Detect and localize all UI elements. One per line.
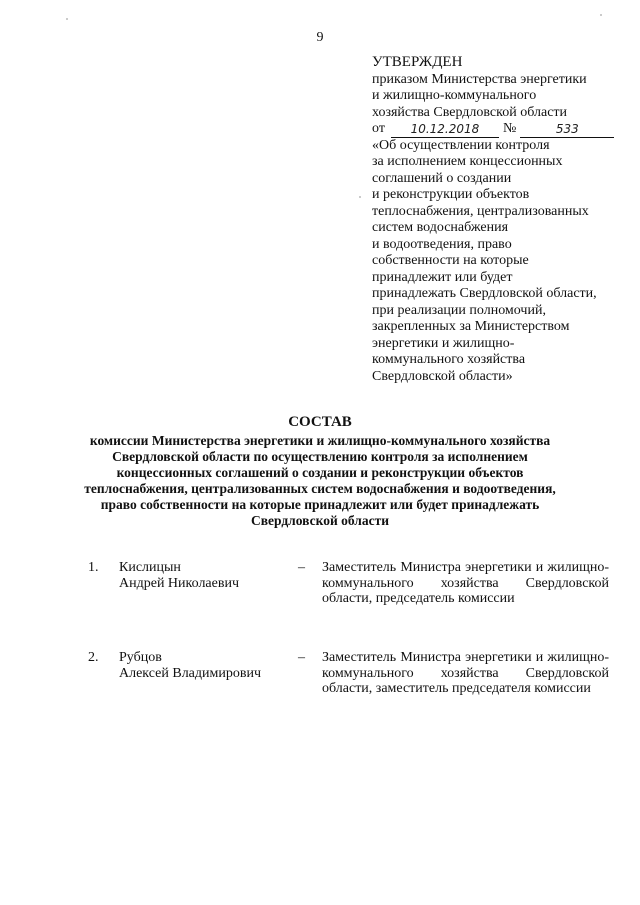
composition-subtitle-line: Свердловской области <box>250 513 390 528</box>
subject-line: «Об осуществлении контроля <box>372 137 550 153</box>
member-role: Заместитель Министра энергетики и жилищно-коммунального хозяйства Свердловской области, заместитель председателя комиссии <box>322 650 609 696</box>
composition-subtitle-line: право собственности на которые принадлежит или будет принадлежать <box>100 497 540 512</box>
member-name <box>119 560 299 591</box>
composition-subtitle-line: концессионных соглашений о создании и реконструкции объектов <box>116 465 524 480</box>
number-prefix: № <box>502 121 517 136</box>
scan-artifact <box>359 196 361 198</box>
scan-artifact <box>600 14 602 16</box>
member-given-names: Алексей Владимирович <box>119 665 262 681</box>
scan-artifact <box>66 18 68 20</box>
subject-line: принадлежать Свердловской области, <box>372 286 597 301</box>
member-index: 2. <box>88 650 99 665</box>
member-index: 1. <box>88 560 99 575</box>
member-surname: Рубцов <box>119 650 162 665</box>
member-name <box>119 650 299 681</box>
subject-line: закрепленных за Министерством <box>372 319 570 334</box>
composition-title-block <box>30 414 610 529</box>
page-number: 9 <box>316 30 324 45</box>
approval-block <box>372 54 632 385</box>
member-dash: – <box>298 560 305 575</box>
composition-subtitle-line: Свердловской области по осуществлению контроля за исполнением <box>112 449 528 464</box>
subject-line: теплоснабжения, централизованных <box>372 203 589 219</box>
subject-line: принадлежит или будет <box>372 269 513 285</box>
subject-line: при реализации полномочий, <box>372 302 546 318</box>
approval-heading: УТВЕРЖДЕН <box>372 54 463 70</box>
subject-line: соглашений о создании <box>372 170 512 186</box>
order-line: хозяйства Свердловской области <box>372 104 568 120</box>
handwritten-number: 533 <box>520 123 614 138</box>
order-line: приказом Министерства энергетики <box>372 71 587 87</box>
members-list <box>0 560 640 740</box>
member-surname: Кислицын <box>119 560 181 575</box>
composition-title: СОСТАВ <box>288 414 352 430</box>
member-role: Заместитель Министра энергетики и жилищно-коммунального хозяйства Свердловской области, председатель комиссии <box>322 560 609 606</box>
order-date-line <box>372 121 632 138</box>
subject-line: за исполнением концессионных <box>372 154 563 169</box>
date-prefix: от <box>372 121 385 136</box>
member-row <box>0 650 640 740</box>
composition-subtitle-line: комиссии Министерства энергетики и жилищно-коммунального хозяйства <box>89 433 551 448</box>
order-line: и жилищно-коммунального <box>372 88 537 103</box>
subject-line: и водоотведения, право <box>372 236 512 252</box>
subject-line: собственности на которые <box>372 253 529 268</box>
member-row <box>0 560 640 650</box>
subject-line: энергетики и жилищно- <box>372 335 515 351</box>
composition-subtitle-line: теплоснабжения, централизованных систем водоснабжения и водоотведения, <box>84 481 556 496</box>
member-given-names: Андрей Николаевич <box>119 575 239 591</box>
subject-line: и реконструкции объектов <box>372 187 530 202</box>
handwritten-date: 10.12.2018 <box>391 123 499 138</box>
subject-line: систем водоснабжения <box>372 220 509 235</box>
member-dash: – <box>298 650 305 665</box>
subject-line: коммунального хозяйства <box>372 352 526 367</box>
subject-line: Свердловской области» <box>372 368 513 384</box>
